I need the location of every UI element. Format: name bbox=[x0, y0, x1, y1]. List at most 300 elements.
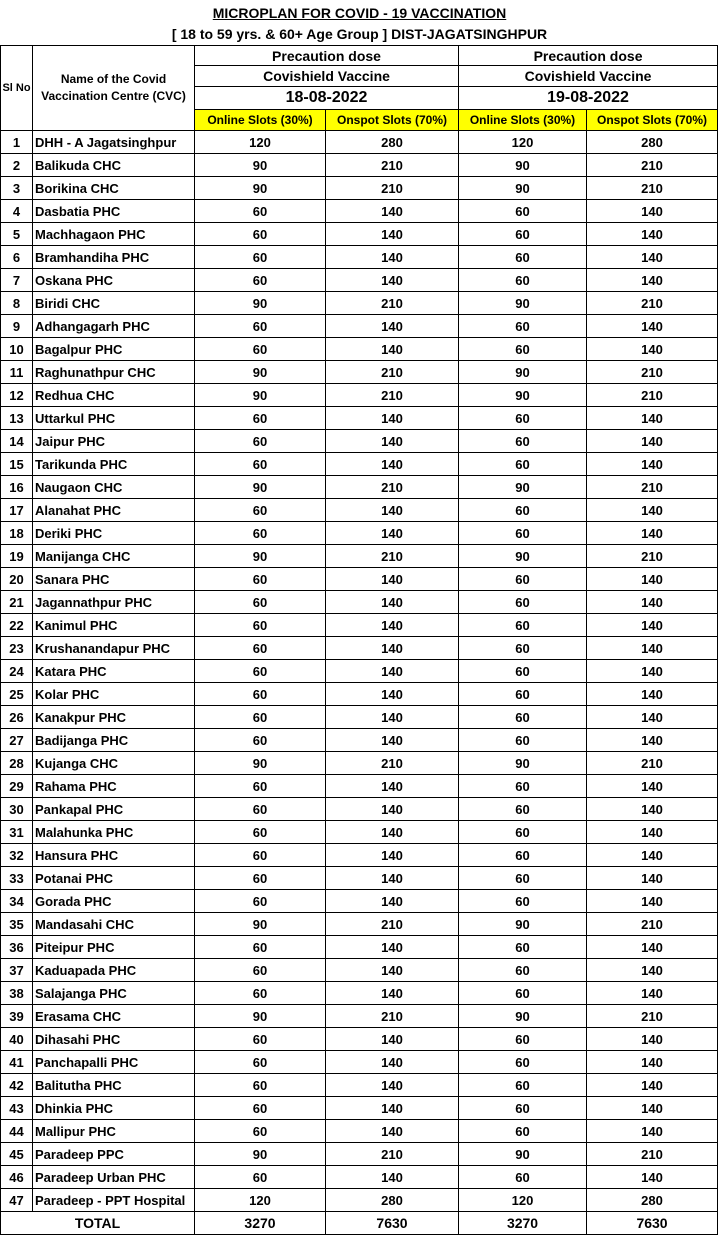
online-slots-day1-cell: 60 bbox=[195, 200, 326, 223]
online-slots-day1-cell: 90 bbox=[195, 913, 326, 936]
table-row bbox=[1, 292, 718, 315]
onspot-slots-day1-cell: 140 bbox=[326, 821, 459, 844]
cvc-name-cell: Alanahat PHC bbox=[33, 499, 195, 522]
onspot-slots-day2-cell: 140 bbox=[587, 614, 718, 637]
onspot-slots-day2-cell: 140 bbox=[587, 775, 718, 798]
cvc-name-cell: Malahunka PHC bbox=[33, 821, 195, 844]
online-slots-day1-cell: 60 bbox=[195, 568, 326, 591]
online-slots-day2-cell: 60 bbox=[459, 890, 587, 913]
onspot-slots-day2-cell: 140 bbox=[587, 1166, 718, 1189]
cvc-name-cell: Kolar PHC bbox=[33, 683, 195, 706]
table-row bbox=[1, 269, 718, 292]
sl-no-cell: 31 bbox=[1, 821, 33, 844]
cvc-name-cell: Deriki PHC bbox=[33, 522, 195, 545]
online-slots-day2-cell: 60 bbox=[459, 499, 587, 522]
online-slots-day2-cell: 120 bbox=[459, 1189, 587, 1212]
onspot-slots-day2-cell: 210 bbox=[587, 1005, 718, 1028]
online-slots-day1-cell: 90 bbox=[195, 476, 326, 499]
sl-no-cell: 9 bbox=[1, 315, 33, 338]
table-row bbox=[1, 614, 718, 637]
online-slots-day2-cell: 60 bbox=[459, 407, 587, 430]
onspot-slots-day1-cell: 140 bbox=[326, 637, 459, 660]
sl-no-cell: 26 bbox=[1, 706, 33, 729]
table-row bbox=[1, 154, 718, 177]
online-slots-day2-cell: 90 bbox=[459, 752, 587, 775]
onspot-slots-day1-cell: 140 bbox=[326, 200, 459, 223]
online-slots-day2-cell: 60 bbox=[459, 614, 587, 637]
onspot-slots-day2-cell: 140 bbox=[587, 407, 718, 430]
online-slots-day2-cell: 60 bbox=[459, 568, 587, 591]
sl-no-cell: 10 bbox=[1, 338, 33, 361]
onspot-slots-day1-cell: 280 bbox=[326, 131, 459, 154]
onspot-slots-day1-cell: 140 bbox=[326, 453, 459, 476]
table-row bbox=[1, 315, 718, 338]
online-slots-day1-cell: 60 bbox=[195, 775, 326, 798]
table-row bbox=[1, 890, 718, 913]
onspot-slots-day1-cell: 140 bbox=[326, 729, 459, 752]
onspot-slots-day2-cell: 140 bbox=[587, 499, 718, 522]
table-row bbox=[1, 384, 718, 407]
header-vaccine-day2: Covishield Vaccine bbox=[459, 66, 718, 87]
onspot-slots-day1-cell: 140 bbox=[326, 982, 459, 1005]
onspot-slots-day1-cell: 140 bbox=[326, 223, 459, 246]
onspot-slots-day2-cell: 140 bbox=[587, 637, 718, 660]
table-row bbox=[1, 1074, 718, 1097]
online-slots-day2-cell: 60 bbox=[459, 1120, 587, 1143]
header-onspot-slots-day2: Onspot Slots (70%) bbox=[587, 110, 718, 131]
onspot-slots-day2-cell: 140 bbox=[587, 936, 718, 959]
online-slots-day1-cell: 60 bbox=[195, 591, 326, 614]
online-slots-day1-cell: 60 bbox=[195, 1097, 326, 1120]
onspot-slots-day1-cell: 210 bbox=[326, 177, 459, 200]
sl-no-cell: 47 bbox=[1, 1189, 33, 1212]
sl-no-cell: 42 bbox=[1, 1074, 33, 1097]
onspot-slots-day2-cell: 140 bbox=[587, 1120, 718, 1143]
onspot-slots-day1-cell: 140 bbox=[326, 1097, 459, 1120]
online-slots-day1-cell: 60 bbox=[195, 1074, 326, 1097]
header-date-day1: 18-08-2022 bbox=[195, 87, 459, 110]
online-slots-day2-cell: 90 bbox=[459, 476, 587, 499]
sl-no-cell: 41 bbox=[1, 1051, 33, 1074]
table-row bbox=[1, 568, 718, 591]
header-dose-day2: Precaution dose bbox=[459, 46, 718, 66]
cvc-name-cell: Balikuda CHC bbox=[33, 154, 195, 177]
onspot-slots-day2-cell: 210 bbox=[587, 384, 718, 407]
online-slots-day1-cell: 60 bbox=[195, 453, 326, 476]
sl-no-cell: 34 bbox=[1, 890, 33, 913]
sl-no-cell: 35 bbox=[1, 913, 33, 936]
header-cvc-name: Name of the Covid Vaccination Centre (CVC) bbox=[33, 46, 195, 131]
online-slots-day2-cell: 60 bbox=[459, 821, 587, 844]
online-slots-day1-cell: 60 bbox=[195, 637, 326, 660]
online-slots-day2-cell: 90 bbox=[459, 1005, 587, 1028]
header-dose-day1: Precaution dose bbox=[195, 46, 459, 66]
online-slots-day2-cell: 60 bbox=[459, 982, 587, 1005]
sl-no-cell: 18 bbox=[1, 522, 33, 545]
cvc-name-cell: Uttarkul PHC bbox=[33, 407, 195, 430]
online-slots-day1-cell: 90 bbox=[195, 545, 326, 568]
online-slots-day1-cell: 60 bbox=[195, 683, 326, 706]
onspot-slots-day1-cell: 140 bbox=[326, 1120, 459, 1143]
table-row bbox=[1, 430, 718, 453]
cvc-name-cell: Sanara PHC bbox=[33, 568, 195, 591]
cvc-name-cell: Bramhandiha PHC bbox=[33, 246, 195, 269]
online-slots-day1-cell: 60 bbox=[195, 407, 326, 430]
online-slots-day1-cell: 60 bbox=[195, 844, 326, 867]
cvc-name-cell: Potanai PHC bbox=[33, 867, 195, 890]
onspot-slots-day2-cell: 140 bbox=[587, 522, 718, 545]
online-slots-day1-cell: 60 bbox=[195, 430, 326, 453]
cvc-name-cell: Gorada PHC bbox=[33, 890, 195, 913]
onspot-slots-day1-cell: 210 bbox=[326, 154, 459, 177]
online-slots-day2-cell: 60 bbox=[459, 522, 587, 545]
online-slots-day2-cell: 60 bbox=[459, 591, 587, 614]
online-slots-day1-cell: 60 bbox=[195, 982, 326, 1005]
onspot-slots-day2-cell: 140 bbox=[587, 1028, 718, 1051]
onspot-slots-day2-cell: 140 bbox=[587, 706, 718, 729]
online-slots-day1-cell: 60 bbox=[195, 269, 326, 292]
online-slots-day2-cell: 60 bbox=[459, 798, 587, 821]
online-slots-day2-cell: 90 bbox=[459, 913, 587, 936]
cvc-name-cell: Paradeep - PPT Hospital bbox=[33, 1189, 195, 1212]
cvc-name-cell: Oskana PHC bbox=[33, 269, 195, 292]
online-slots-day1-cell: 60 bbox=[195, 338, 326, 361]
table-row bbox=[1, 683, 718, 706]
cvc-name-cell: Biridi CHC bbox=[33, 292, 195, 315]
online-slots-day2-cell: 60 bbox=[459, 1166, 587, 1189]
online-slots-day1-cell: 90 bbox=[195, 1143, 326, 1166]
sl-no-cell: 13 bbox=[1, 407, 33, 430]
sl-no-cell: 44 bbox=[1, 1120, 33, 1143]
microplan-table bbox=[0, 45, 718, 1235]
total-label: TOTAL bbox=[1, 1212, 195, 1235]
cvc-name-cell: Kanimul PHC bbox=[33, 614, 195, 637]
sl-no-cell: 25 bbox=[1, 683, 33, 706]
onspot-slots-day1-cell: 210 bbox=[326, 752, 459, 775]
table-row bbox=[1, 361, 718, 384]
sl-no-cell: 11 bbox=[1, 361, 33, 384]
onspot-slots-day1-cell: 140 bbox=[326, 499, 459, 522]
onspot-slots-day1-cell: 210 bbox=[326, 292, 459, 315]
onspot-slots-day2-cell: 140 bbox=[587, 246, 718, 269]
onspot-slots-day2-cell: 140 bbox=[587, 223, 718, 246]
cvc-name-cell: Bagalpur PHC bbox=[33, 338, 195, 361]
onspot-slots-day1-cell: 210 bbox=[326, 384, 459, 407]
cvc-name-cell: Pankapal PHC bbox=[33, 798, 195, 821]
online-slots-day1-cell: 60 bbox=[195, 223, 326, 246]
cvc-name-cell: Krushanandapur PHC bbox=[33, 637, 195, 660]
header-online-slots-day2: Online Slots (30%) bbox=[459, 110, 587, 131]
online-slots-day1-cell: 60 bbox=[195, 499, 326, 522]
table-row bbox=[1, 453, 718, 476]
online-slots-day1-cell: 60 bbox=[195, 1028, 326, 1051]
onspot-slots-day2-cell: 140 bbox=[587, 890, 718, 913]
online-slots-day2-cell: 60 bbox=[459, 1028, 587, 1051]
onspot-slots-day2-cell: 140 bbox=[587, 729, 718, 752]
onspot-slots-day2-cell: 280 bbox=[587, 131, 718, 154]
online-slots-day1-cell: 60 bbox=[195, 522, 326, 545]
onspot-slots-day1-cell: 210 bbox=[326, 545, 459, 568]
sl-no-cell: 14 bbox=[1, 430, 33, 453]
online-slots-day2-cell: 120 bbox=[459, 131, 587, 154]
table-row bbox=[1, 660, 718, 683]
onspot-slots-day1-cell: 140 bbox=[326, 660, 459, 683]
cvc-name-cell: Erasama CHC bbox=[33, 1005, 195, 1028]
cvc-name-cell: Jagannathpur PHC bbox=[33, 591, 195, 614]
sl-no-cell: 24 bbox=[1, 660, 33, 683]
table-row bbox=[1, 177, 718, 200]
online-slots-day1-cell: 60 bbox=[195, 821, 326, 844]
table-row bbox=[1, 913, 718, 936]
cvc-name-cell: Paradeep PPC bbox=[33, 1143, 195, 1166]
online-slots-day2-cell: 60 bbox=[459, 867, 587, 890]
sl-no-cell: 33 bbox=[1, 867, 33, 890]
online-slots-day2-cell: 90 bbox=[459, 292, 587, 315]
onspot-slots-day1-cell: 210 bbox=[326, 476, 459, 499]
onspot-slots-day2-cell: 140 bbox=[587, 338, 718, 361]
table-row bbox=[1, 1005, 718, 1028]
cvc-name-cell: Panchapalli PHC bbox=[33, 1051, 195, 1074]
table-row bbox=[1, 1166, 718, 1189]
table-row bbox=[1, 775, 718, 798]
online-slots-day1-cell: 90 bbox=[195, 177, 326, 200]
sl-no-cell: 32 bbox=[1, 844, 33, 867]
online-slots-day1-cell: 120 bbox=[195, 1189, 326, 1212]
cvc-name-cell: Manijanga CHC bbox=[33, 545, 195, 568]
onspot-slots-day1-cell: 140 bbox=[326, 269, 459, 292]
sl-no-cell: 40 bbox=[1, 1028, 33, 1051]
cvc-name-cell: Dhinkia PHC bbox=[33, 1097, 195, 1120]
onspot-slots-day1-cell: 210 bbox=[326, 1143, 459, 1166]
table-row bbox=[1, 752, 718, 775]
onspot-slots-day2-cell: 140 bbox=[587, 959, 718, 982]
cvc-name-cell: Badijanga PHC bbox=[33, 729, 195, 752]
sl-no-cell: 45 bbox=[1, 1143, 33, 1166]
header-vaccine-day1: Covishield Vaccine bbox=[195, 66, 459, 87]
online-slots-day2-cell: 60 bbox=[459, 269, 587, 292]
online-slots-day2-cell: 60 bbox=[459, 660, 587, 683]
online-slots-day1-cell: 60 bbox=[195, 959, 326, 982]
sl-no-cell: 5 bbox=[1, 223, 33, 246]
table-row bbox=[1, 637, 718, 660]
onspot-slots-day2-cell: 140 bbox=[587, 269, 718, 292]
table-row bbox=[1, 936, 718, 959]
sl-no-cell: 37 bbox=[1, 959, 33, 982]
onspot-slots-day2-cell: 140 bbox=[587, 591, 718, 614]
online-slots-day1-cell: 90 bbox=[195, 154, 326, 177]
onspot-slots-day1-cell: 140 bbox=[326, 936, 459, 959]
table-row bbox=[1, 729, 718, 752]
online-slots-day2-cell: 60 bbox=[459, 683, 587, 706]
table-row bbox=[1, 407, 718, 430]
onspot-slots-day2-cell: 140 bbox=[587, 798, 718, 821]
total-online-day2: 3270 bbox=[459, 1212, 587, 1235]
online-slots-day1-cell: 60 bbox=[195, 729, 326, 752]
online-slots-day1-cell: 60 bbox=[195, 1120, 326, 1143]
cvc-name-cell: Jaipur PHC bbox=[33, 430, 195, 453]
onspot-slots-day1-cell: 210 bbox=[326, 361, 459, 384]
online-slots-day1-cell: 90 bbox=[195, 1005, 326, 1028]
onspot-slots-day1-cell: 140 bbox=[326, 844, 459, 867]
sl-no-cell: 2 bbox=[1, 154, 33, 177]
onspot-slots-day2-cell: 210 bbox=[587, 476, 718, 499]
sl-no-cell: 1 bbox=[1, 131, 33, 154]
cvc-name-cell: Hansura PHC bbox=[33, 844, 195, 867]
onspot-slots-day1-cell: 140 bbox=[326, 407, 459, 430]
cvc-name-cell: Paradeep Urban PHC bbox=[33, 1166, 195, 1189]
online-slots-day2-cell: 60 bbox=[459, 223, 587, 246]
online-slots-day1-cell: 90 bbox=[195, 361, 326, 384]
table-row bbox=[1, 338, 718, 361]
cvc-name-cell: DHH - A Jagatsinghpur bbox=[33, 131, 195, 154]
sl-no-cell: 23 bbox=[1, 637, 33, 660]
online-slots-day2-cell: 60 bbox=[459, 637, 587, 660]
table-row bbox=[1, 1097, 718, 1120]
onspot-slots-day1-cell: 140 bbox=[326, 1166, 459, 1189]
table-body bbox=[1, 131, 718, 1212]
online-slots-day2-cell: 60 bbox=[459, 315, 587, 338]
onspot-slots-day1-cell: 140 bbox=[326, 706, 459, 729]
sl-no-cell: 8 bbox=[1, 292, 33, 315]
cvc-name-cell: Kaduapada PHC bbox=[33, 959, 195, 982]
sl-no-cell: 29 bbox=[1, 775, 33, 798]
onspot-slots-day1-cell: 140 bbox=[326, 591, 459, 614]
onspot-slots-day1-cell: 140 bbox=[326, 1028, 459, 1051]
online-slots-day1-cell: 60 bbox=[195, 660, 326, 683]
sl-no-cell: 39 bbox=[1, 1005, 33, 1028]
sl-no-cell: 17 bbox=[1, 499, 33, 522]
table-row bbox=[1, 223, 718, 246]
onspot-slots-day2-cell: 210 bbox=[587, 913, 718, 936]
cvc-name-cell: Redhua CHC bbox=[33, 384, 195, 407]
online-slots-day1-cell: 90 bbox=[195, 752, 326, 775]
online-slots-day1-cell: 60 bbox=[195, 706, 326, 729]
online-slots-day2-cell: 60 bbox=[459, 246, 587, 269]
cvc-name-cell: Salajanga PHC bbox=[33, 982, 195, 1005]
onspot-slots-day2-cell: 210 bbox=[587, 752, 718, 775]
cvc-name-cell: Rahama PHC bbox=[33, 775, 195, 798]
onspot-slots-day1-cell: 140 bbox=[326, 614, 459, 637]
table-row bbox=[1, 499, 718, 522]
sl-no-cell: 15 bbox=[1, 453, 33, 476]
onspot-slots-day2-cell: 140 bbox=[587, 315, 718, 338]
online-slots-day1-cell: 60 bbox=[195, 246, 326, 269]
online-slots-day2-cell: 60 bbox=[459, 844, 587, 867]
cvc-name-cell: Dasbatia PHC bbox=[33, 200, 195, 223]
online-slots-day2-cell: 60 bbox=[459, 1097, 587, 1120]
online-slots-day1-cell: 60 bbox=[195, 315, 326, 338]
document-title: MICROPLAN FOR COVID - 19 VACCINATION bbox=[212, 5, 507, 21]
sl-no-cell: 21 bbox=[1, 591, 33, 614]
cvc-name-cell: Tarikunda PHC bbox=[33, 453, 195, 476]
header-sl-no: Sl No bbox=[1, 46, 33, 131]
table-row bbox=[1, 798, 718, 821]
online-slots-day1-cell: 60 bbox=[195, 936, 326, 959]
online-slots-day2-cell: 60 bbox=[459, 338, 587, 361]
cvc-name-cell: Piteipur PHC bbox=[33, 936, 195, 959]
onspot-slots-day2-cell: 140 bbox=[587, 430, 718, 453]
sl-no-cell: 7 bbox=[1, 269, 33, 292]
onspot-slots-day2-cell: 140 bbox=[587, 1074, 718, 1097]
table-row bbox=[1, 1120, 718, 1143]
onspot-slots-day2-cell: 210 bbox=[587, 292, 718, 315]
table-row bbox=[1, 591, 718, 614]
table-row bbox=[1, 959, 718, 982]
header-onspot-slots-day1: Onspot Slots (70%) bbox=[326, 110, 459, 131]
sl-no-cell: 28 bbox=[1, 752, 33, 775]
cvc-name-cell: Adhangagarh PHC bbox=[33, 315, 195, 338]
onspot-slots-day1-cell: 140 bbox=[326, 1051, 459, 1074]
table-row bbox=[1, 706, 718, 729]
table-row bbox=[1, 844, 718, 867]
total-online-day1: 3270 bbox=[195, 1212, 326, 1235]
table-row bbox=[1, 476, 718, 499]
online-slots-day2-cell: 60 bbox=[459, 1051, 587, 1074]
sl-no-cell: 19 bbox=[1, 545, 33, 568]
onspot-slots-day1-cell: 140 bbox=[326, 315, 459, 338]
onspot-slots-day1-cell: 140 bbox=[326, 959, 459, 982]
cvc-name-cell: Borikina CHC bbox=[33, 177, 195, 200]
cvc-name-cell: Raghunathpur CHC bbox=[33, 361, 195, 384]
online-slots-day2-cell: 60 bbox=[459, 706, 587, 729]
onspot-slots-day1-cell: 140 bbox=[326, 890, 459, 913]
cvc-name-cell: Mallipur PHC bbox=[33, 1120, 195, 1143]
onspot-slots-day2-cell: 210 bbox=[587, 177, 718, 200]
onspot-slots-day2-cell: 140 bbox=[587, 867, 718, 890]
online-slots-day2-cell: 60 bbox=[459, 936, 587, 959]
table-row bbox=[1, 1189, 718, 1212]
sl-no-cell: 6 bbox=[1, 246, 33, 269]
onspot-slots-day2-cell: 140 bbox=[587, 1097, 718, 1120]
table-row bbox=[1, 982, 718, 1005]
online-slots-day1-cell: 60 bbox=[195, 890, 326, 913]
onspot-slots-day1-cell: 140 bbox=[326, 1074, 459, 1097]
online-slots-day2-cell: 90 bbox=[459, 154, 587, 177]
online-slots-day1-cell: 60 bbox=[195, 798, 326, 821]
onspot-slots-day2-cell: 140 bbox=[587, 844, 718, 867]
total-onspot-day1: 7630 bbox=[326, 1212, 459, 1235]
online-slots-day2-cell: 60 bbox=[459, 729, 587, 752]
cvc-name-cell: Balitutha PHC bbox=[33, 1074, 195, 1097]
onspot-slots-day2-cell: 140 bbox=[587, 200, 718, 223]
sl-no-cell: 22 bbox=[1, 614, 33, 637]
sl-no-cell: 43 bbox=[1, 1097, 33, 1120]
onspot-slots-day1-cell: 140 bbox=[326, 338, 459, 361]
table-row bbox=[1, 867, 718, 890]
online-slots-day1-cell: 60 bbox=[195, 1051, 326, 1074]
onspot-slots-day1-cell: 140 bbox=[326, 775, 459, 798]
onspot-slots-day2-cell: 140 bbox=[587, 568, 718, 591]
sl-no-cell: 16 bbox=[1, 476, 33, 499]
onspot-slots-day1-cell: 140 bbox=[326, 522, 459, 545]
table-row bbox=[1, 1028, 718, 1051]
online-slots-day2-cell: 90 bbox=[459, 177, 587, 200]
onspot-slots-day2-cell: 280 bbox=[587, 1189, 718, 1212]
cvc-name-cell: Dihasahi PHC bbox=[33, 1028, 195, 1051]
onspot-slots-day2-cell: 210 bbox=[587, 1143, 718, 1166]
online-slots-day1-cell: 90 bbox=[195, 384, 326, 407]
sl-no-cell: 38 bbox=[1, 982, 33, 1005]
table-row bbox=[1, 200, 718, 223]
table-row bbox=[1, 131, 718, 154]
onspot-slots-day2-cell: 140 bbox=[587, 1051, 718, 1074]
online-slots-day2-cell: 90 bbox=[459, 361, 587, 384]
online-slots-day2-cell: 60 bbox=[459, 453, 587, 476]
onspot-slots-day2-cell: 210 bbox=[587, 361, 718, 384]
onspot-slots-day2-cell: 140 bbox=[587, 453, 718, 476]
table-row bbox=[1, 522, 718, 545]
online-slots-day2-cell: 60 bbox=[459, 959, 587, 982]
